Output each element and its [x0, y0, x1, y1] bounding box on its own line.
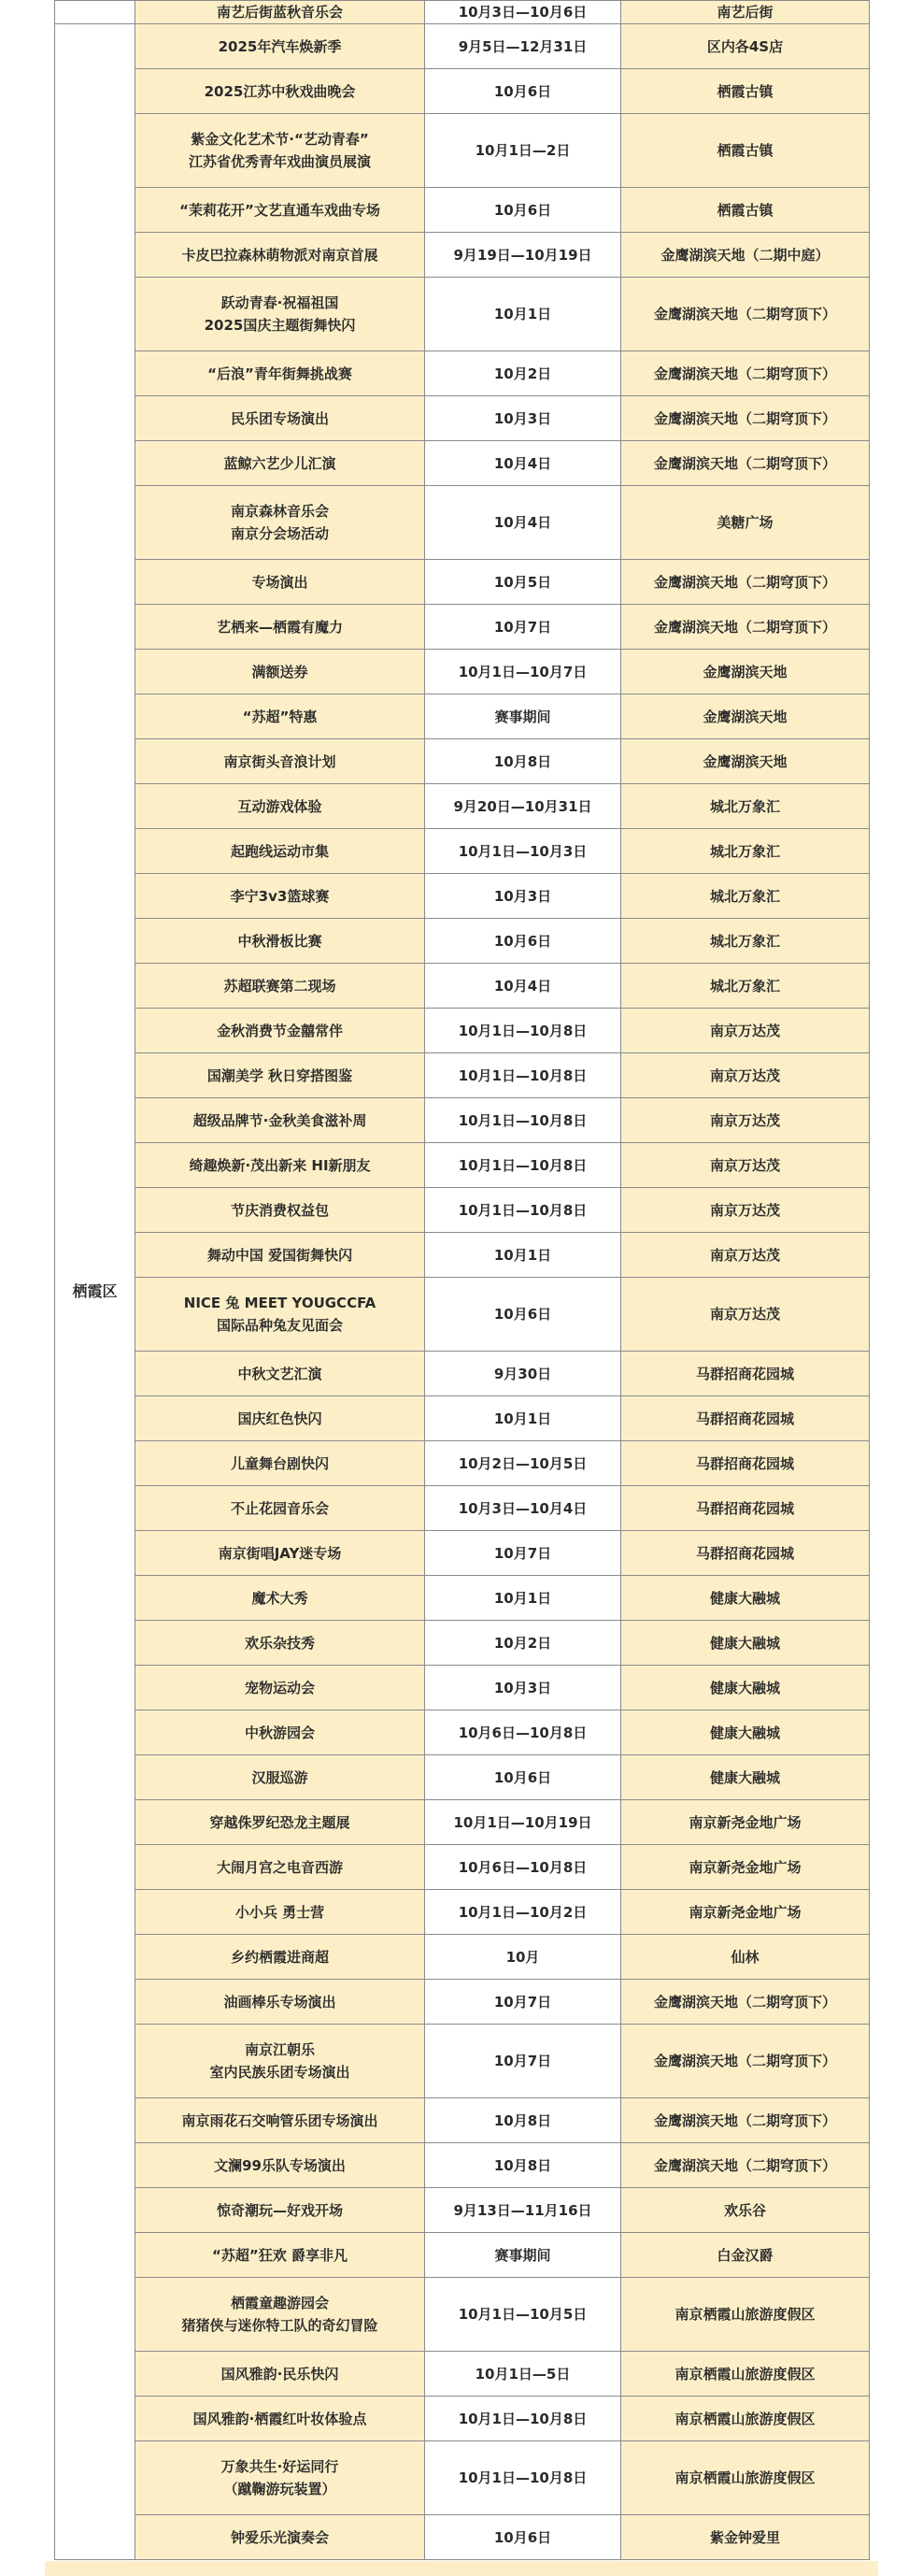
table-row [55, 784, 870, 829]
event-venue-cell: 马群招商花园城 [621, 1531, 870, 1576]
event-date-cell: 10月4日 [425, 486, 621, 560]
event-name-cell: “苏超”特惠 [135, 694, 425, 739]
event-name-cell: 2025年汽车焕新季 [135, 24, 425, 69]
event-venue-cell: 马群招商花园城 [621, 1486, 870, 1531]
event-venue-cell: 金鹰湖滨天地 [621, 650, 870, 694]
event-name-line: 紫金文化艺术节·“艺动青春” [191, 131, 369, 148]
table-row [55, 1486, 870, 1531]
event-name-cell [135, 2441, 425, 2515]
event-name-cell: 中秋滑板比赛 [135, 919, 425, 964]
event-date-cell: 10月1日—10月8日 [425, 1143, 621, 1188]
table-row [55, 1621, 870, 1666]
event-venue-cell: 紫金钟爱里 [621, 2515, 870, 2560]
event-venue-cell: 南京栖霞山旅游度假区 [621, 2397, 870, 2441]
event-name-cell: 艺栖来—栖霞有魔力 [135, 605, 425, 650]
table-row [55, 1890, 870, 1935]
table-row [55, 1278, 870, 1352]
event-venue-cell: 南京栖霞山旅游度假区 [621, 2441, 870, 2515]
event-name-cell [135, 2278, 425, 2352]
event-name-cell: 乡约栖霞进商超 [135, 1935, 425, 1980]
event-name-cell: 国潮美学 秋日穿搭图鉴 [135, 1053, 425, 1098]
event-venue-cell: 金鹰湖滨天地 [621, 694, 870, 739]
table-row [55, 1935, 870, 1980]
event-date-cell: 9月19日—10月19日 [425, 233, 621, 278]
event-venue-cell: 马群招商花园城 [621, 1441, 870, 1486]
event-venue-cell: 马群招商花园城 [621, 1352, 870, 1396]
table-row [55, 2233, 870, 2278]
table-row [55, 605, 870, 650]
event-date-cell: 10月1日 [425, 1576, 621, 1621]
event-date-cell: 10月 [425, 1935, 621, 1980]
event-venue-cell: 城北万象汇 [621, 919, 870, 964]
event-date-cell: 10月1日—10月8日 [425, 1188, 621, 1233]
event-date-cell: 10月8日 [425, 739, 621, 784]
event-date-cell: 10月7日 [425, 1980, 621, 2025]
table-row [55, 486, 870, 560]
event-date-cell: 9月13日—11月16日 [425, 2188, 621, 2233]
event-name-line: 栖霞童趣游园会 [230, 2295, 329, 2311]
event-date-cell: 10月3日 [425, 1666, 621, 1710]
event-name-cell: “后浪”青年街舞挑战赛 [135, 351, 425, 396]
event-date-cell: 10月1日—10月8日 [425, 2441, 621, 2515]
event-name-cell: 钟爱乐光演奏会 [135, 2515, 425, 2560]
event-name-cell: 中秋文艺汇演 [135, 1352, 425, 1396]
event-venue-cell: 南京万达茂 [621, 1278, 870, 1352]
table-row [55, 2188, 870, 2233]
table-row [55, 2143, 870, 2188]
event-date-cell: 10月3日 [425, 396, 621, 441]
event-name-line: 万象共生·好运同行 [220, 2458, 339, 2475]
event-name-cell: 金秋消费节金囍常伴 [135, 1009, 425, 1053]
event-name-cell: 2025江苏中秋戏曲晚会 [135, 69, 425, 114]
table-row [55, 1755, 870, 1800]
event-date-cell: 10月8日 [425, 2098, 621, 2143]
table-row [55, 2441, 870, 2515]
table-row [55, 396, 870, 441]
table-row [55, 964, 870, 1009]
table-row [55, 2397, 870, 2441]
table-row [55, 1980, 870, 2025]
event-venue-cell: 金鹰湖滨天地（二期穹顶下） [621, 560, 870, 605]
event-name-cell: 小小兵 勇士营 [135, 1890, 425, 1935]
event-venue-cell: 城北万象汇 [621, 829, 870, 874]
event-name-cell: 不止花园音乐会 [135, 1486, 425, 1531]
event-table-body [55, 1, 870, 2560]
event-name-cell: 南京街唱JAY迷专场 [135, 1531, 425, 1576]
event-name-line: 跃动青春·祝福祖国 [220, 294, 339, 311]
event-date-cell: 10月6日 [425, 1278, 621, 1352]
event-date-cell: 10月1日 [425, 278, 621, 351]
event-name-line: （蹴鞠游玩装置） [223, 2481, 336, 2497]
table-row [55, 69, 870, 114]
table-row [55, 278, 870, 351]
event-venue-cell: 金鹰湖滨天地（二期穹顶下） [621, 278, 870, 351]
event-venue-cell: 栖霞古镇 [621, 114, 870, 188]
event-name-cell: 绮趣焕新·茂出新来 HI新朋友 [135, 1143, 425, 1188]
table-row [55, 2352, 870, 2397]
event-venue-cell: 健康大融城 [621, 1576, 870, 1621]
event-date-cell: 10月1日—10月8日 [425, 1009, 621, 1053]
event-venue-cell: 金鹰湖滨天地（二期穹顶下） [621, 2025, 870, 2098]
event-venue-cell: 欢乐谷 [621, 2188, 870, 2233]
event-name-cell: 节庆消费权益包 [135, 1188, 425, 1233]
event-name-cell: 中秋游园会 [135, 1710, 425, 1755]
event-name-line: 南京森林音乐会 [230, 503, 329, 520]
event-name-cell: 国风雅韵·栖霞红叶妆体验点 [135, 2397, 425, 2441]
event-date-cell: 赛事期间 [425, 694, 621, 739]
table-row [55, 1396, 870, 1441]
table-row [55, 829, 870, 874]
table-row [55, 24, 870, 69]
table-row [55, 1666, 870, 1710]
table-row [55, 1053, 870, 1098]
event-date-cell: 9月5日—12月31日 [425, 24, 621, 69]
event-name-cell [135, 2025, 425, 2098]
event-date-cell: 10月7日 [425, 1531, 621, 1576]
event-date-cell: 10月6日 [425, 919, 621, 964]
table-row [55, 114, 870, 188]
event-name-cell: 汉服巡游 [135, 1755, 425, 1800]
table-row [55, 1143, 870, 1188]
event-date-cell: 10月2日—10月5日 [425, 1441, 621, 1486]
event-date-cell: 10月6日 [425, 188, 621, 233]
table-row [55, 650, 870, 694]
event-name-cell: 卡皮巴拉森林萌物派对南京首展 [135, 233, 425, 278]
event-venue-cell: 城北万象汇 [621, 874, 870, 919]
event-venue-cell: 金鹰湖滨天地（二期穹顶下） [621, 351, 870, 396]
event-name-line: 室内民族乐团专场演出 [209, 2064, 350, 2081]
event-date-cell: 10月1日—10月3日 [425, 829, 621, 874]
event-date-cell: 10月4日 [425, 441, 621, 486]
event-name-cell: 欢乐杂技秀 [135, 1621, 425, 1666]
event-date-cell: 10月1日—10月8日 [425, 1098, 621, 1143]
event-name-cell [135, 486, 425, 560]
event-venue-cell: 南京万达茂 [621, 1188, 870, 1233]
event-name-cell: 油画棒乐专场演出 [135, 1980, 425, 2025]
table-row [55, 2025, 870, 2098]
event-name-line: NICE 兔 MEET YOUGCCFA [183, 1295, 376, 1311]
event-date-cell: 10月1日—10月2日 [425, 1890, 621, 1935]
event-date-cell: 10月1日 [425, 1396, 621, 1441]
event-venue-cell: 南京万达茂 [621, 1053, 870, 1098]
table-row [55, 1352, 870, 1396]
event-venue-cell: 金鹰湖滨天地（二期穹顶下） [621, 441, 870, 486]
event-name-cell: 穿越侏罗纪恐龙主题展 [135, 1800, 425, 1845]
event-date-cell: 10月6日 [425, 69, 621, 114]
event-name-cell: 满额送券 [135, 650, 425, 694]
event-venue-cell: 南艺后街 [621, 1, 870, 24]
event-name-cell: 魔术大秀 [135, 1576, 425, 1621]
event-venue-cell: 南京万达茂 [621, 1009, 870, 1053]
event-date-cell: 10月1日—10月5日 [425, 2278, 621, 2352]
event-name-line: 江苏省优秀青年戏曲演员展演 [188, 153, 371, 170]
event-date-cell: 10月1日—10月8日 [425, 1053, 621, 1098]
event-venue-cell: 金鹰湖滨天地（二期穹顶下） [621, 1980, 870, 2025]
event-name-line: 2025国庆主题街舞快闪 [204, 317, 356, 334]
event-venue-cell: 南京新尧金地广场 [621, 1800, 870, 1845]
event-name-cell [135, 1278, 425, 1352]
event-venue-cell: 健康大融城 [621, 1755, 870, 1800]
table-row [55, 351, 870, 396]
event-date-cell: 10月3日—10月4日 [425, 1486, 621, 1531]
table-row [55, 1188, 870, 1233]
event-table [54, 0, 870, 2560]
event-date-cell: 10月2日 [425, 1621, 621, 1666]
event-venue-cell: 栖霞古镇 [621, 69, 870, 114]
event-date-cell: 10月3日 [425, 874, 621, 919]
table-row [55, 1576, 870, 1621]
event-venue-cell: 南京万达茂 [621, 1098, 870, 1143]
table-row [55, 1441, 870, 1486]
event-venue-cell: 金鹰湖滨天地（二期穹顶下） [621, 2143, 870, 2188]
event-venue-cell: 金鹰湖滨天地（二期穹顶下） [621, 2098, 870, 2143]
event-venue-cell: 健康大融城 [621, 1666, 870, 1710]
event-name-cell: “茉莉花开”文艺直通车戏曲专场 [135, 188, 425, 233]
event-date-cell: 10月6日—10月8日 [425, 1845, 621, 1890]
event-venue-cell: 南京新尧金地广场 [621, 1845, 870, 1890]
event-date-cell: 10月6日 [425, 2515, 621, 2560]
event-name-line: 猪猪侠与迷你特工队的奇幻冒险 [181, 2317, 378, 2334]
event-date-cell: 10月2日 [425, 351, 621, 396]
event-name-cell: 大闹月宫之电音西游 [135, 1845, 425, 1890]
event-name-cell: 国庆红色快闪 [135, 1396, 425, 1441]
event-name-cell: 起跑线运动市集 [135, 829, 425, 874]
event-name-cell: 舞动中国 爱国街舞快闪 [135, 1233, 425, 1278]
event-name-cell: 专场演出 [135, 560, 425, 605]
event-name-cell: 儿童舞台剧快闪 [135, 1441, 425, 1486]
event-venue-cell: 南京栖霞山旅游度假区 [621, 2278, 870, 2352]
event-date-cell: 10月6日 [425, 1755, 621, 1800]
event-venue-cell: 南京新尧金地广场 [621, 1890, 870, 1935]
table-row [55, 2098, 870, 2143]
table-row [55, 233, 870, 278]
event-venue-cell: 城北万象汇 [621, 784, 870, 829]
event-venue-cell: 南京万达茂 [621, 1143, 870, 1188]
table-row [55, 1233, 870, 1278]
event-date-cell: 10月7日 [425, 605, 621, 650]
event-venue-cell: 金鹰湖滨天地 [621, 739, 870, 784]
table-row [55, 919, 870, 964]
event-name-cell: 南京街头音浪计划 [135, 739, 425, 784]
district-cell-previous [55, 1, 135, 24]
table-row [55, 441, 870, 486]
event-date-cell: 10月5日 [425, 560, 621, 605]
event-date-cell: 9月30日 [425, 1352, 621, 1396]
event-name-cell: 南京雨花石交响管乐团专场演出 [135, 2098, 425, 2143]
event-name-cell: 互动游戏体验 [135, 784, 425, 829]
event-venue-cell: 金鹰湖滨天地（二期穹顶下） [621, 396, 870, 441]
event-venue-cell: 金鹰湖滨天地（二期中庭） [621, 233, 870, 278]
event-name-line: 国际品种兔友见面会 [216, 1317, 343, 1334]
table-row [55, 874, 870, 919]
event-name-cell: 宠物运动会 [135, 1666, 425, 1710]
event-name-cell: 蓝鲸六艺少儿汇演 [135, 441, 425, 486]
event-venue-cell: 栖霞古镇 [621, 188, 870, 233]
table-row [55, 188, 870, 233]
event-date-cell: 10月1日—10月7日 [425, 650, 621, 694]
table-row [55, 2278, 870, 2352]
table-row [55, 560, 870, 605]
event-venue-cell: 区内各4S店 [621, 24, 870, 69]
event-date-cell: 赛事期间 [425, 2233, 621, 2278]
event-date-cell: 10月6日—10月8日 [425, 1710, 621, 1755]
table-row [55, 1710, 870, 1755]
table-footer-band [45, 2561, 878, 2576]
event-name-cell [135, 114, 425, 188]
table-row [55, 1800, 870, 1845]
event-name-cell: 南艺后街蓝秋音乐会 [135, 1, 425, 24]
district-cell: 栖霞区 [55, 24, 135, 2560]
table-row [55, 1531, 870, 1576]
event-venue-cell: 南京万达茂 [621, 1233, 870, 1278]
event-venue-cell: 健康大融城 [621, 1621, 870, 1666]
event-date-cell: 10月1日 [425, 1233, 621, 1278]
event-name-cell: “苏超”狂欢 爵享非凡 [135, 2233, 425, 2278]
event-venue-cell: 南京栖霞山旅游度假区 [621, 2352, 870, 2397]
event-venue-cell: 美糖广场 [621, 486, 870, 560]
event-name-cell: 惊奇潮玩—好戏开场 [135, 2188, 425, 2233]
event-date-cell: 10月8日 [425, 2143, 621, 2188]
table-row [55, 694, 870, 739]
event-venue-cell: 健康大融城 [621, 1710, 870, 1755]
event-name-line: 南京分会场活动 [230, 525, 329, 542]
event-name-cell: 超级品牌节·金秋美食滋补周 [135, 1098, 425, 1143]
event-venue-cell: 仙林 [621, 1935, 870, 1980]
event-date-cell: 10月1日—5日 [425, 2352, 621, 2397]
table-row [55, 739, 870, 784]
event-date-cell: 10月7日 [425, 2025, 621, 2098]
event-date-cell: 10月1日—10月19日 [425, 1800, 621, 1845]
event-venue-cell: 金鹰湖滨天地（二期穹顶下） [621, 605, 870, 650]
table-row [55, 2515, 870, 2560]
event-venue-cell: 城北万象汇 [621, 964, 870, 1009]
event-schedule-sheet [54, 0, 869, 2560]
event-date-cell: 10月1日—2日 [425, 114, 621, 188]
table-row [55, 1009, 870, 1053]
event-date-cell: 10月4日 [425, 964, 621, 1009]
event-date-cell: 10月1日—10月8日 [425, 2397, 621, 2441]
event-name-cell: 民乐团专场演出 [135, 396, 425, 441]
event-date-cell: 10月3日—10月6日 [425, 1, 621, 24]
event-name-cell [135, 278, 425, 351]
event-name-cell: 国风雅韵·民乐快闪 [135, 2352, 425, 2397]
table-row [55, 1845, 870, 1890]
event-name-cell: 文澜99乐队专场演出 [135, 2143, 425, 2188]
event-name-line: 南京江朝乐 [244, 2041, 315, 2058]
event-name-cell: 李宁3v3篮球赛 [135, 874, 425, 919]
event-date-cell: 9月20日—10月31日 [425, 784, 621, 829]
event-venue-cell: 马群招商花园城 [621, 1396, 870, 1441]
event-name-cell: 苏超联赛第二现场 [135, 964, 425, 1009]
event-venue-cell: 白金汉爵 [621, 2233, 870, 2278]
table-row [55, 1098, 870, 1143]
table-row-partial [55, 1, 870, 24]
